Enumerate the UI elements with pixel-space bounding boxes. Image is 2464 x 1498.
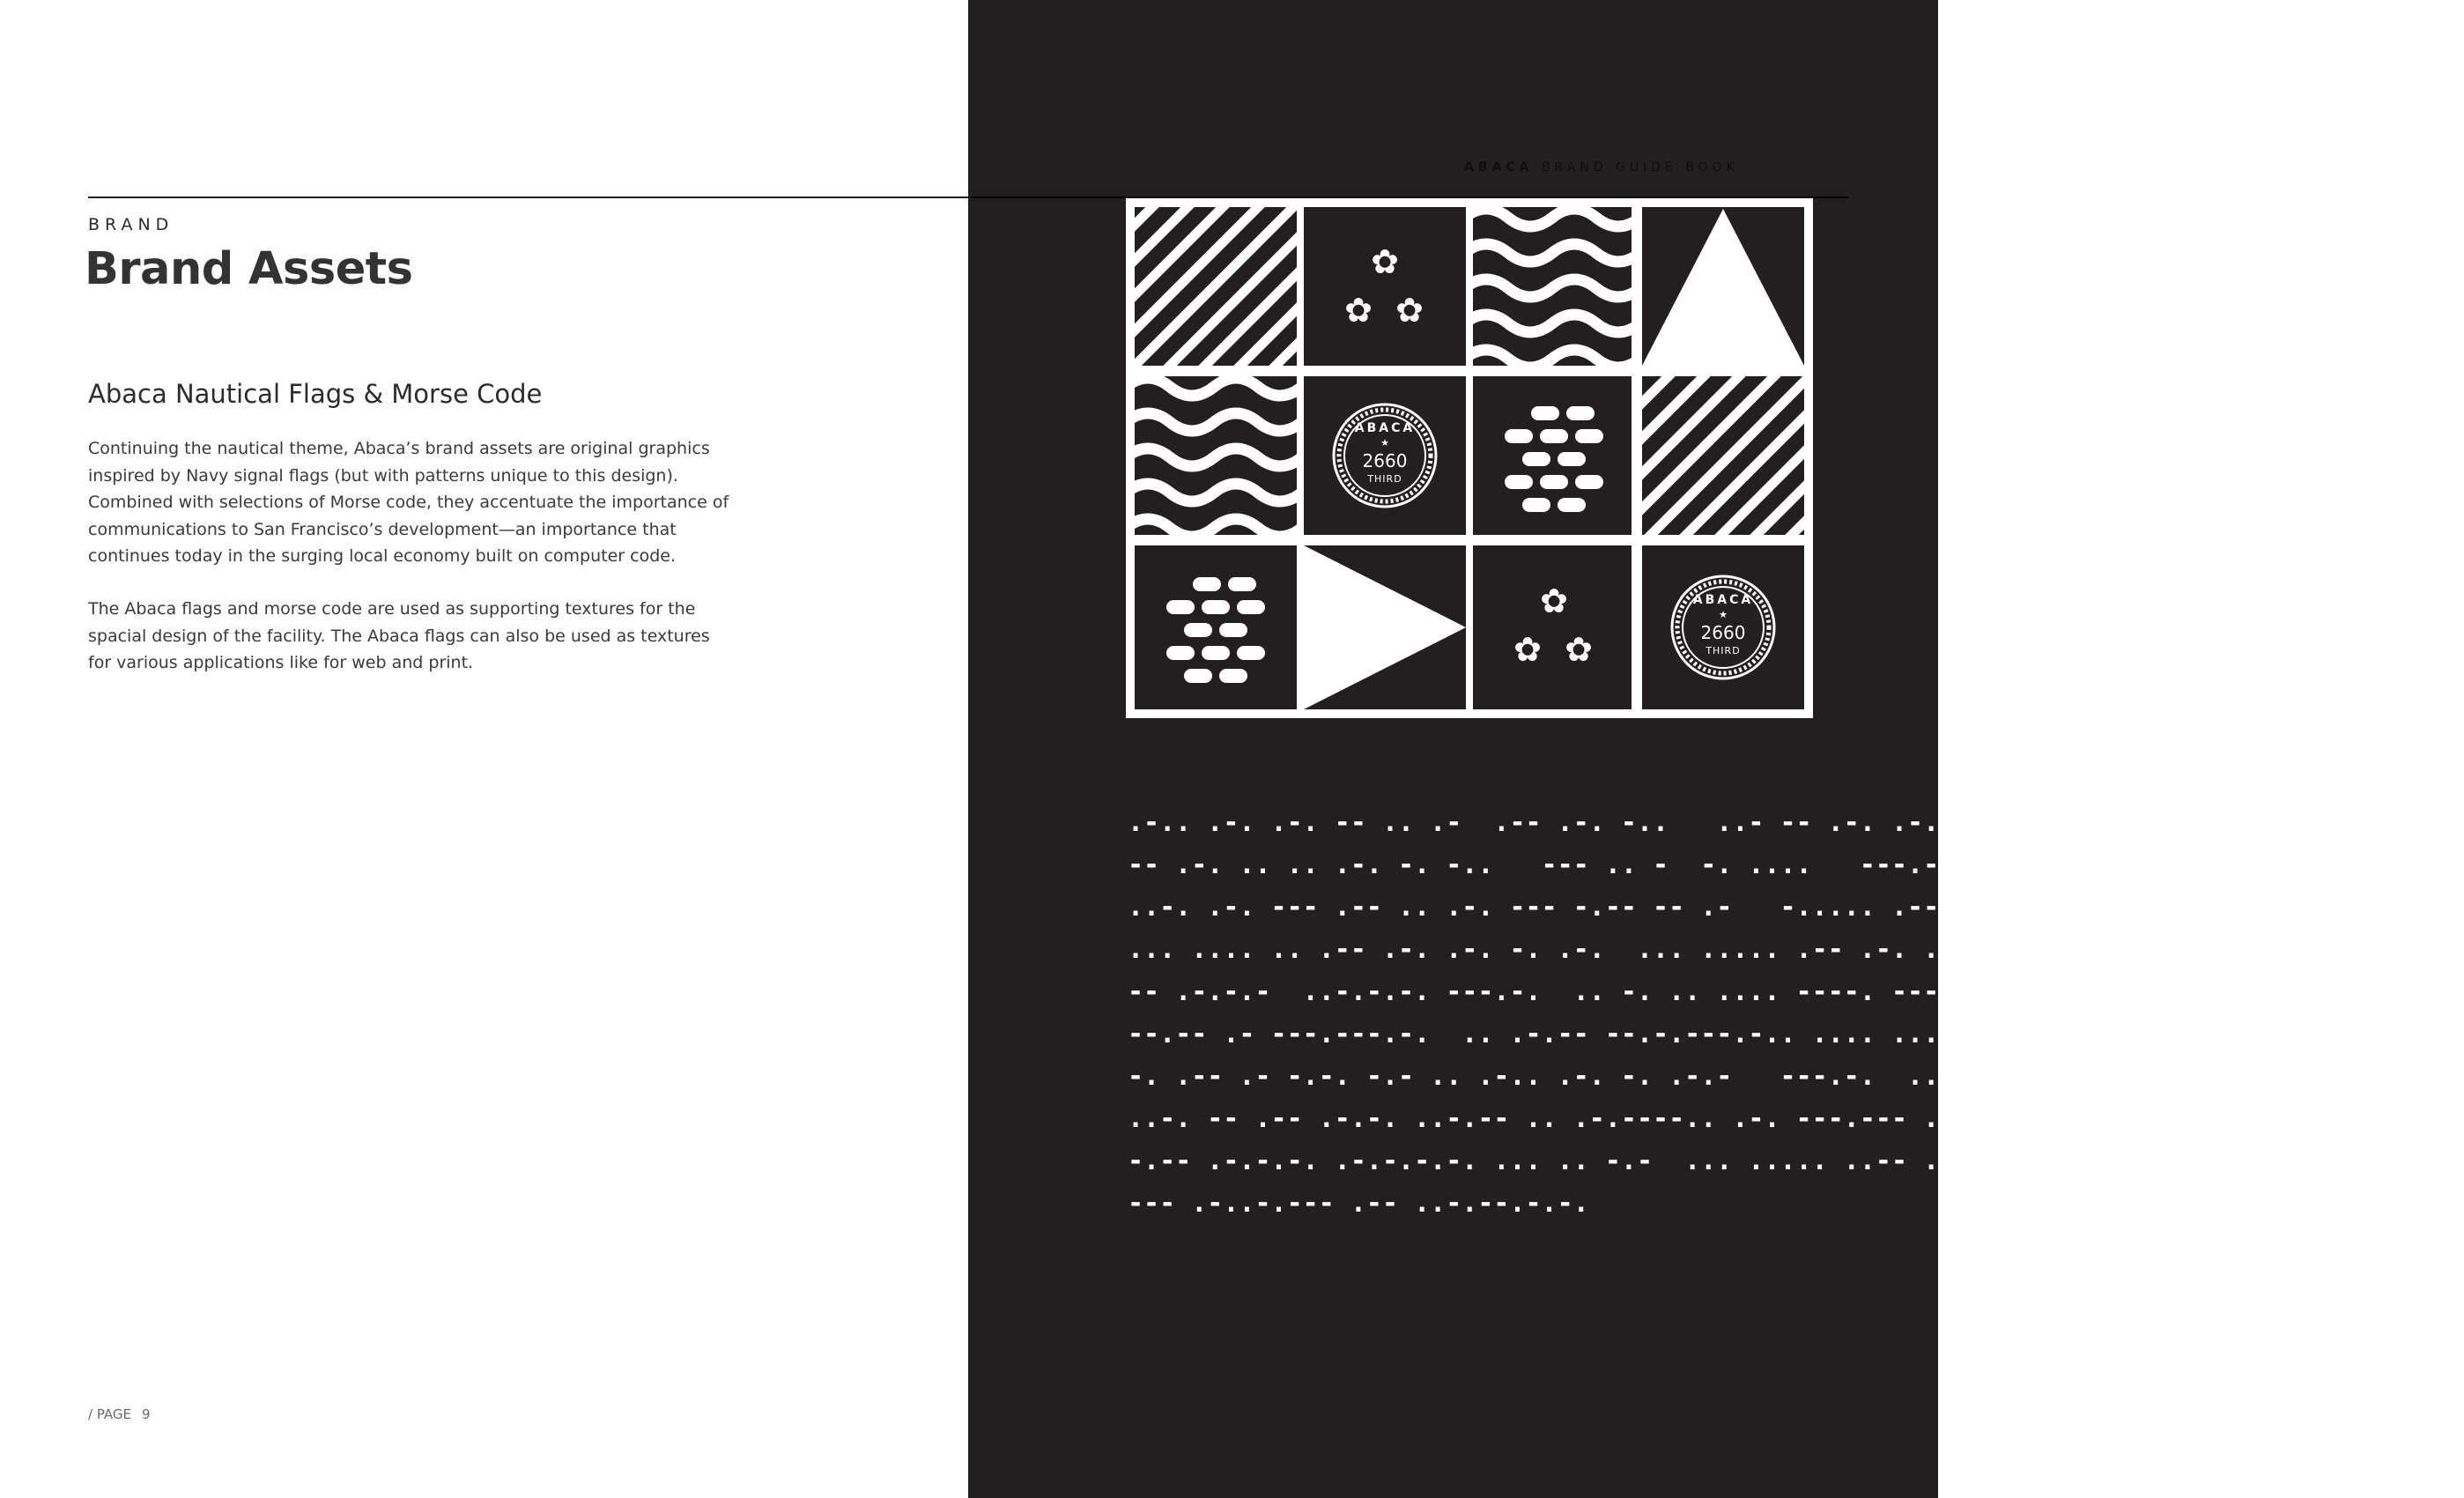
morse-line: ..-. -- .-- .-.-. ..-.-- .. .-.----.. .-. ---.--- .. -.--.- — [1128, 1103, 2067, 1134]
running-header — [1464, 160, 1739, 174]
flag-three-stars — [1473, 545, 1632, 709]
morse-line: --.-- .- ---.---.-. .. .-.-- --.-.---.-.. .... .... ..---.- — [1128, 1019, 2083, 1049]
page-number-value: 9 — [142, 1406, 151, 1422]
top-rule-left — [88, 197, 968, 198]
morse-line: --- .-..-.--- .-- ..-.--.-.-. — [1128, 1188, 1589, 1219]
badge-top-text: ABACA — [1354, 421, 1416, 435]
star-icon: ✿ — [1565, 630, 1593, 669]
star-icon: ✿ — [1513, 630, 1542, 669]
page-number — [88, 1406, 151, 1422]
morse-line: -. .-- .- -.-. -.- .. .-.. .-. -. .-.- ---.-. .. -.---.-- .-.-.. — [1128, 1061, 2210, 1092]
section-label: BRAND — [88, 215, 174, 234]
morse-line: -- .-. .. .. .-. -. -.. --- .. - -. .... ---.-- .-. .. -. -.. .-- .-. .-. .-. — [1128, 849, 2464, 880]
morse-line: -.-- .-.-.-. .-.-.-.-. ... .. -.- ... ..... ..-- .--.-- .. -. -.... — [1128, 1146, 2226, 1176]
page-number-label: / PAGE — [88, 1406, 132, 1422]
flag-triangle-up — [1642, 207, 1804, 366]
morse-line: ..-. .-. --- .-- .. .-. --- -.-- -- .- -..... .--.-. -. .-. --- ..-. - — [1128, 892, 2305, 923]
badge-number: 2660 — [1700, 622, 1746, 643]
star-icon: ✿ — [1371, 242, 1399, 281]
flag-abaca-badge — [1304, 376, 1466, 535]
morse-line: ... .... .. .-- .-. .-. -. .-. ... ..... .-- .-. .-. ... .... .. .-- .-- .. — [1128, 934, 2353, 965]
star-icon: ✿ — [1395, 291, 1424, 330]
badge-star-icon: ★ — [1380, 437, 1389, 449]
badge-bottom-text: THIRD — [1367, 473, 1402, 485]
badge-star-icon: ★ — [1719, 609, 1728, 620]
header-brand-rest: BRAND GUIDE BOOK — [1541, 160, 1739, 174]
flag-dash-pattern — [1473, 376, 1632, 535]
flag-dash-pattern — [1135, 545, 1297, 709]
star-icon: ✿ — [1344, 291, 1373, 330]
flag-waves — [1464, 207, 1640, 367]
badge-top-text: ABACA — [1692, 593, 1754, 607]
badge-number: 2660 — [1362, 450, 1408, 471]
nautical-flags-grid — [1126, 198, 1813, 718]
star-icon: ✿ — [1540, 582, 1568, 620]
flag-abaca-badge — [1642, 545, 1804, 709]
morse-line: .-.. .-. .-. -- .. .- .-- .-. -.. ..- -- .-. .-. .- .. .- .-- .-. .. -. .. — [1128, 807, 2369, 838]
page-title: Brand Assets — [85, 243, 413, 295]
flag-three-stars — [1304, 207, 1466, 366]
flag-waves — [1126, 376, 1302, 537]
subheading: Abaca Nautical Flags & Morse Code — [88, 379, 543, 409]
body-paragraph-2: The Abaca flags and morse code are used as supporting textures for the spacial design of the facility. The Abaca flags can also be used as textures for various applications like for web and print. — [88, 599, 710, 672]
badge-bottom-text: THIRD — [1706, 645, 1741, 656]
header-brand-bold: ABACA — [1464, 160, 1534, 174]
morse-code-block — [1128, 807, 2464, 1234]
body-paragraph-1: Continuing the nautical theme, Abaca’s brand assets are original graphics inspired by Navy signal flags (but with patterns unique to this design). Combined with selections of Morse code, they accentuate the importance of communications to San Francisco’s development—an importance that continues today in the surging local economy built on computer code. — [88, 439, 729, 566]
flag-triangle-right — [1304, 545, 1466, 709]
morse-line: -- .-.-.- ..-.-.-. ---.-. .. -. .. .... ----. --- . .-.-.-.. .-.. — [1128, 976, 2210, 1007]
